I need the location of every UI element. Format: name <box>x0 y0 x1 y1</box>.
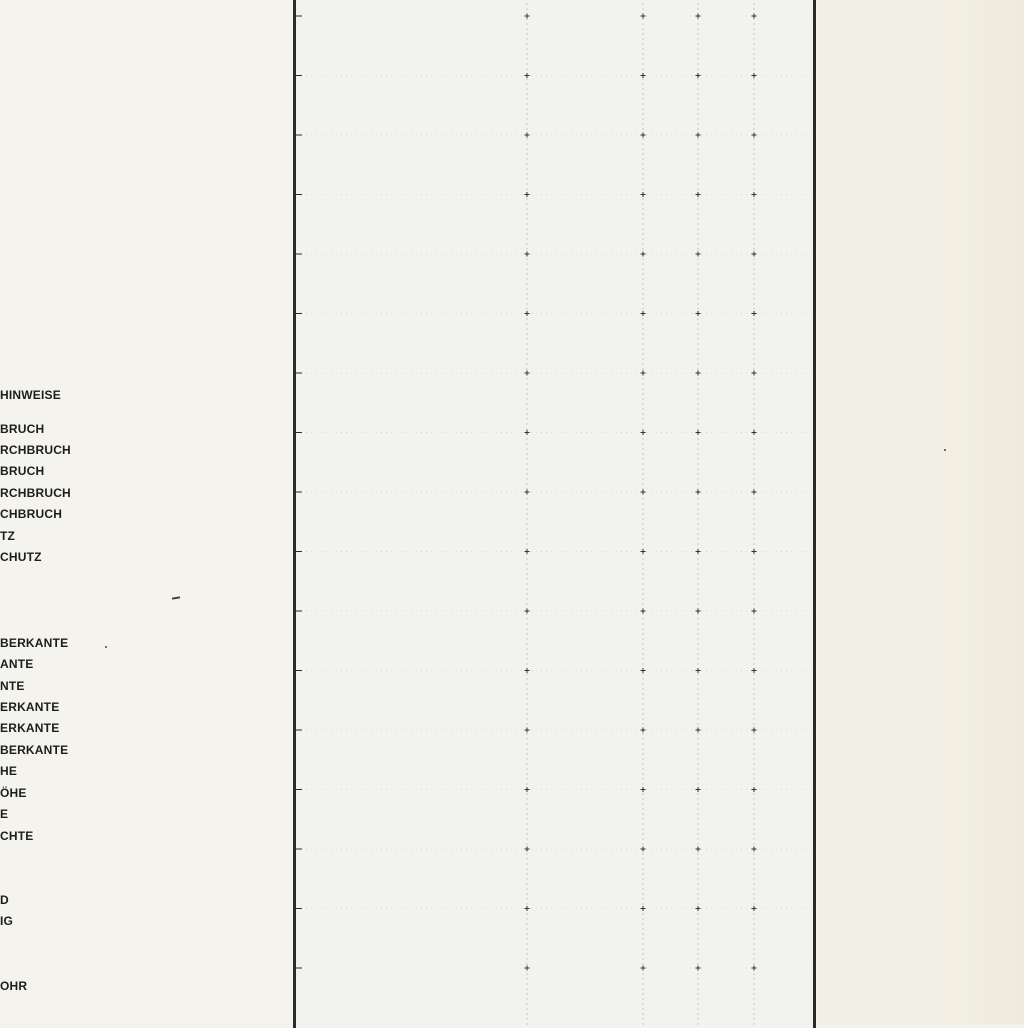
legend-item: RCHBRUCH <box>0 443 71 457</box>
legend-item: BERKANTE <box>0 743 69 757</box>
legend-item: BRUCH <box>0 422 45 436</box>
legend-item: BRUCH <box>0 464 45 478</box>
paper-speck <box>105 646 107 648</box>
legend-item: CHBRUCH <box>0 507 63 521</box>
legend-item: ANTE <box>0 657 34 671</box>
legend-item: IG <box>0 914 14 928</box>
legend-item: E <box>0 807 9 821</box>
legend-item: D <box>0 893 9 907</box>
legend-item: OHR <box>0 979 28 993</box>
legend-item: BERKANTE <box>0 636 69 650</box>
grid-form-frame <box>293 0 816 1028</box>
legend-item: ÖHE <box>0 786 27 800</box>
paper-right-margin <box>818 0 1024 1024</box>
legend-item: NTE <box>0 679 25 693</box>
legend-item: CHUTZ <box>0 550 42 564</box>
paper-speck <box>944 449 946 451</box>
legend-item: ERKANTE <box>0 700 60 714</box>
legend-item: TZ <box>0 529 16 543</box>
legend-item: HE <box>0 764 18 778</box>
grid-lines <box>296 0 813 1028</box>
legend-item: ERKANTE <box>0 721 60 735</box>
legend-heading: HINWEISE <box>0 388 61 402</box>
legend-item: CHTE <box>0 829 34 843</box>
legend-item: RCHBRUCH <box>0 486 71 500</box>
